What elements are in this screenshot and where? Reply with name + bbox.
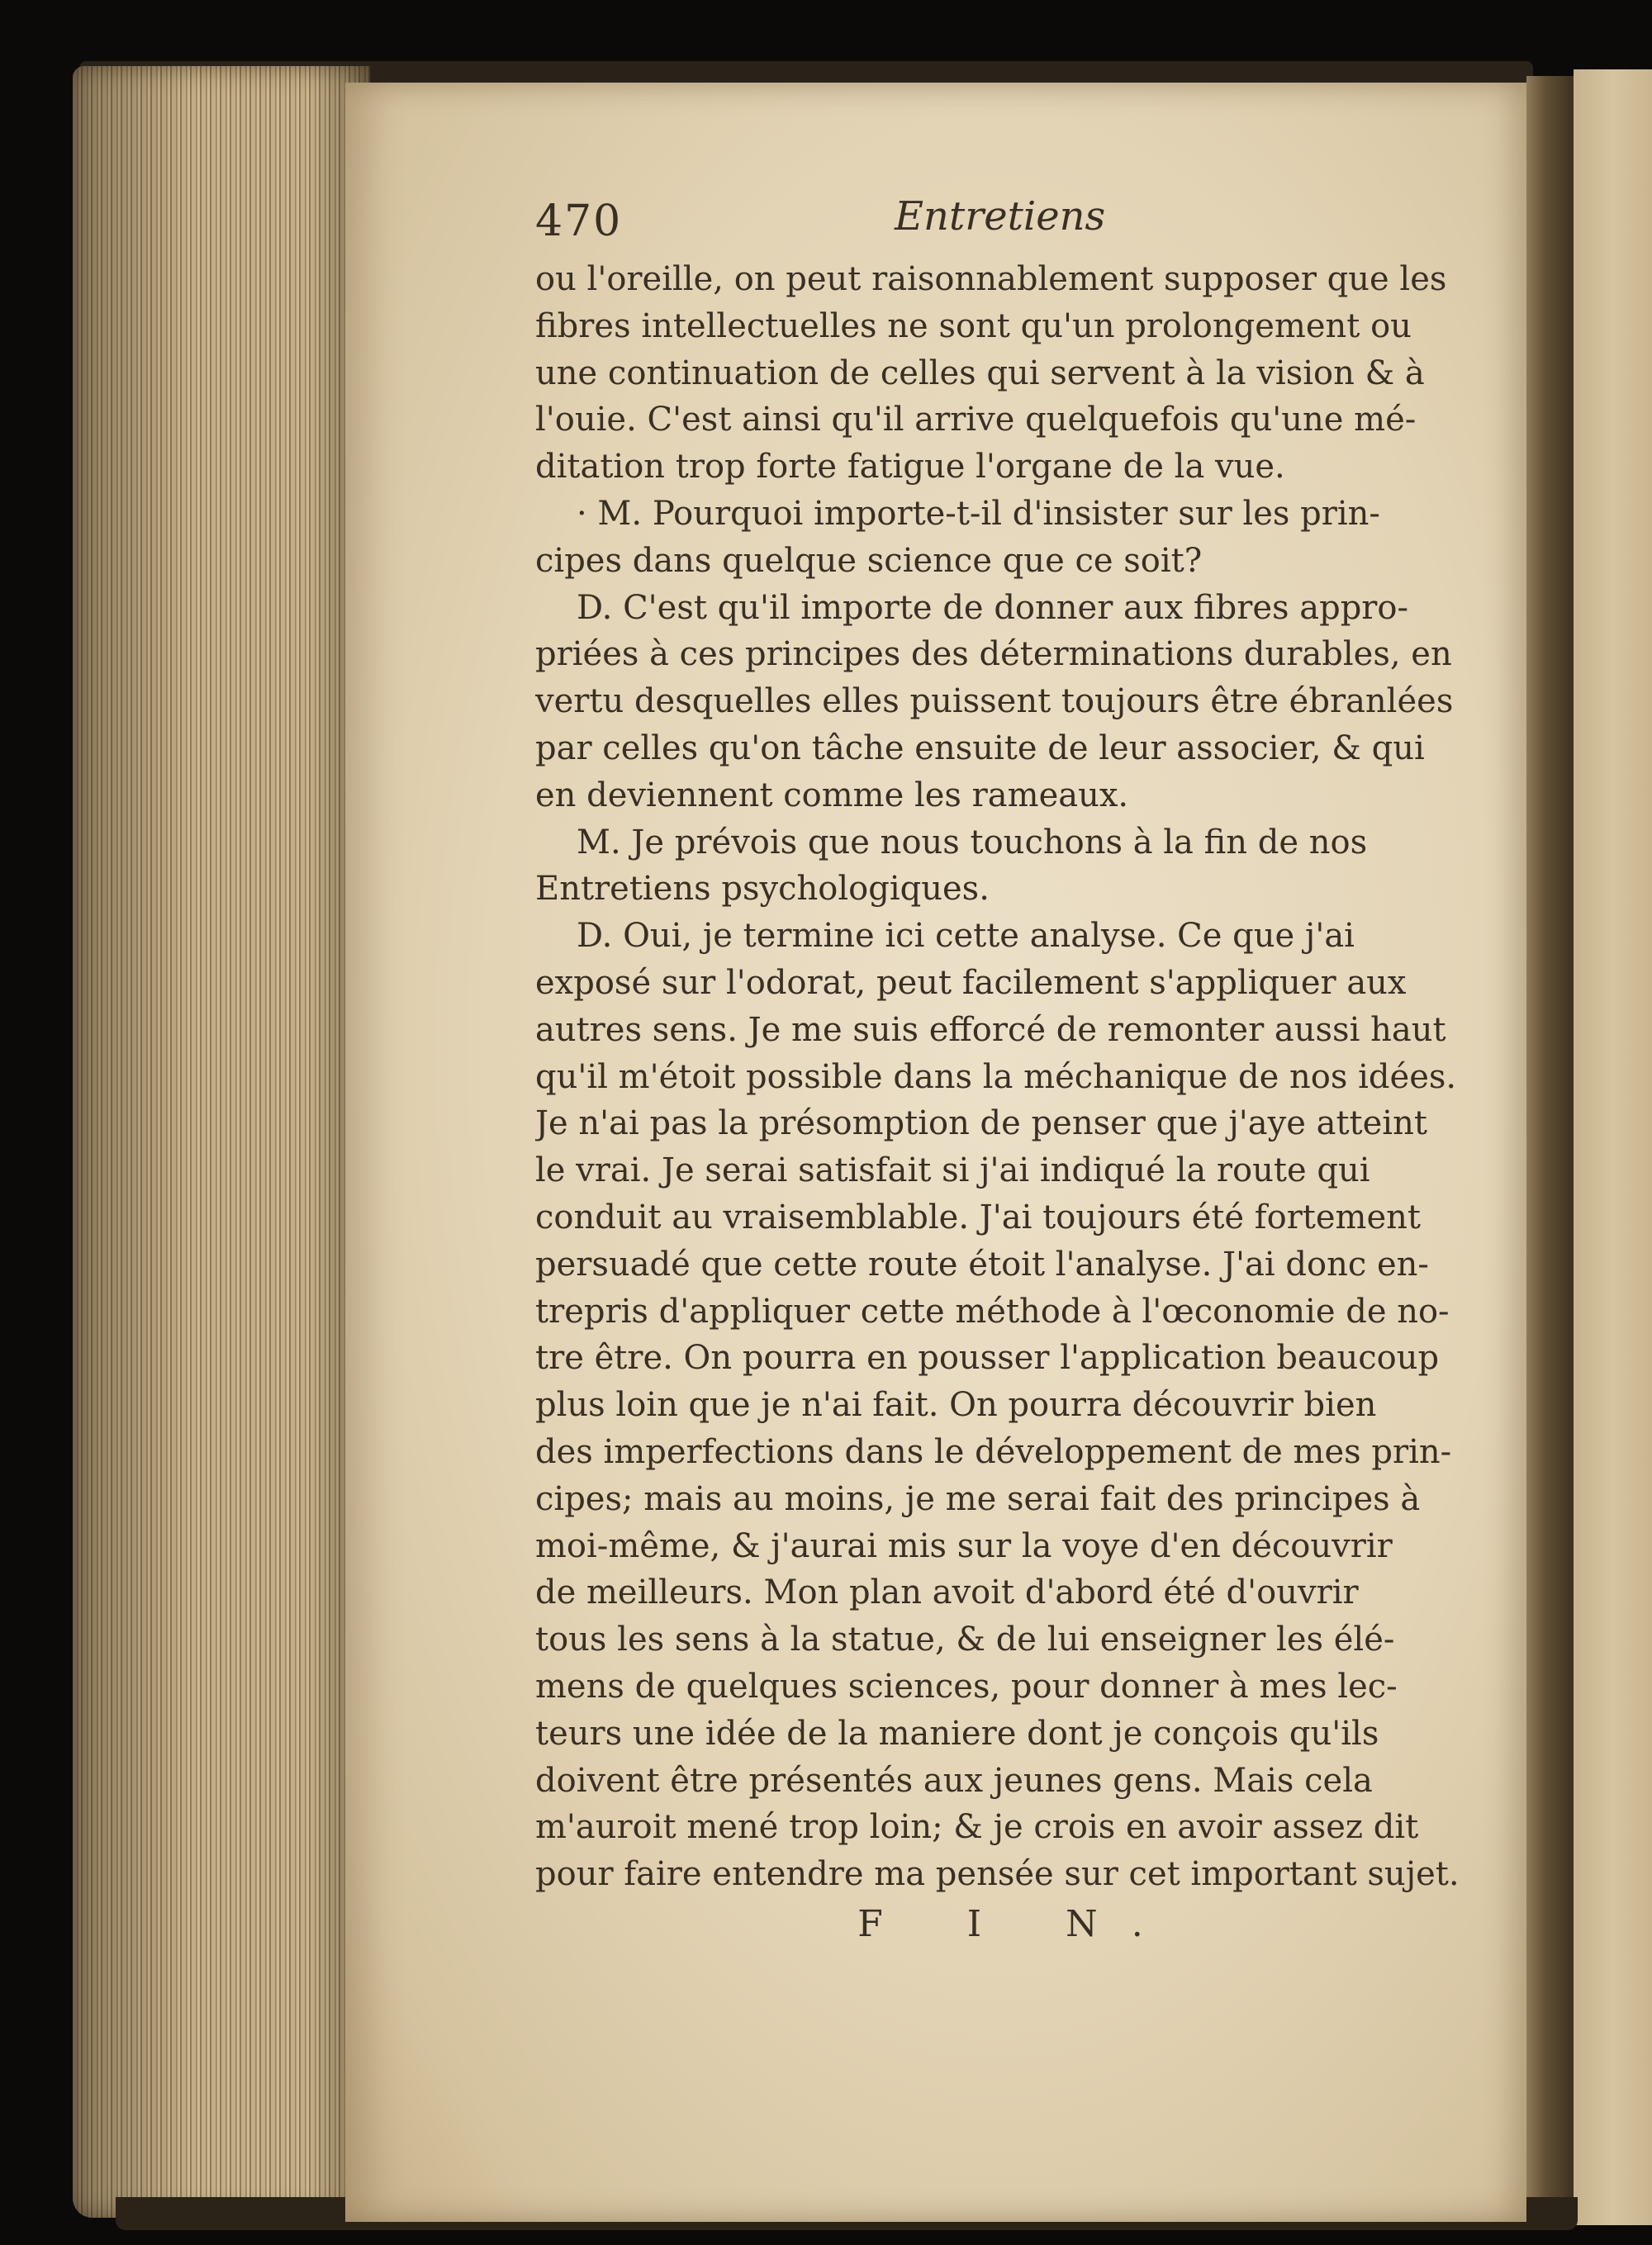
text-line: doivent être présentés aux jeunes gens. Mais cela	[535, 1761, 1373, 1800]
text-line: ou l'oreille, on peut raisonnablement supposer que les	[535, 260, 1447, 298]
text-line: une continuation de celles qui servent à la vision & à	[535, 354, 1425, 392]
text-line: M. Je prévois que nous touchons à la fin de nos	[577, 823, 1368, 861]
running-title: Entretiens	[895, 193, 1106, 240]
text-line: autres sens. Je me suis efforcé de remonter aussi haut	[535, 1010, 1446, 1049]
text-line: des imperfections dans le développement de mes prin-	[535, 1432, 1452, 1471]
text-line: ditation trop forte fatigue l'organe de la vue.	[535, 448, 1285, 486]
book-gutter	[1526, 76, 1576, 2224]
text-line: le vrai. Je serai satisfait si j'ai indiqué la route qui	[535, 1151, 1370, 1190]
text-line: conduit au vraisemblable. J'ai toujours été fortement	[535, 1198, 1421, 1236]
text-line: exposé sur l'odorat, peut facilement s'appliquer aux	[535, 963, 1407, 1002]
text-line: qu'il m'étoit possible dans la méchanique de nos idées.	[535, 1057, 1457, 1096]
text-line: plus loin que je n'ai fait. On pourra découvrir bien	[535, 1386, 1377, 1425]
text-line: tous les sens à la statue, & de lui enseigner les élé-	[535, 1621, 1395, 1659]
text-line: moi-même, & j'aurai mis sur la voye d'en découvrir	[535, 1526, 1393, 1565]
body-text	[535, 256, 1469, 1898]
text-line: D. C'est qu'il importe de donner aux fibres appro-	[577, 588, 1409, 627]
text-line: vertu desquelles elles puissent toujours être ébranlées	[535, 682, 1454, 721]
text-line: · M. Pourquoi importe-t-il d'insister sur les prin-	[577, 494, 1380, 533]
text-line: teurs une idée de la maniere dont je conçois qu'ils	[535, 1714, 1379, 1753]
text-line: trepris d'appliquer cette méthode à l'œconomie de no-	[535, 1292, 1450, 1331]
facing-page-sliver	[1574, 69, 1652, 2225]
text-line: D. Oui, je termine ici cette analyse. Ce que j'ai	[577, 917, 1355, 956]
text-line: cipes; mais au moins, je me serai fait des principes à	[535, 1479, 1421, 1518]
text-line: par celles qu'on tâche ensuite de leur associer, & qui	[535, 729, 1425, 767]
text-line: mens de quelques sciences, pour donner à mes lec-	[535, 1667, 1398, 1706]
page-edges-shading	[73, 66, 370, 2218]
text-line: fibres intellectuelles ne sont qu'un prolongement ou	[535, 306, 1412, 345]
page-number: 470	[535, 197, 623, 246]
text-line: Je n'ai pas la présomption de penser que j'aye atteint	[535, 1104, 1427, 1143]
running-head	[535, 182, 1469, 256]
text-line: de meilleurs. Mon plan avoit d'abord été d'ouvrir	[535, 1573, 1359, 1612]
page-text-block	[535, 182, 1469, 1945]
text-line: priées à ces principes des déterminations durables, en	[535, 635, 1452, 674]
text-line: pour faire entendre ma pensée sur cet important sujet.	[535, 1855, 1460, 1894]
text-line: m'auroit mené trop loin; & je crois en avoir assez dit	[535, 1808, 1419, 1847]
text-line: persuadé que cette route étoit l'analyse. J'ai donc en-	[535, 1245, 1429, 1284]
text-line: Entretiens psychologiques.	[535, 870, 990, 909]
text-line: l'ouie. C'est ainsi qu'il arrive quelquefois qu'une mé-	[535, 401, 1417, 439]
text-line: tre être. On pourra en pousser l'application beaucoup	[535, 1339, 1440, 1378]
text-line: en deviennent comme les rameaux.	[535, 776, 1129, 814]
finis-mark: F I N.	[857, 1902, 1180, 1945]
text-line: cipes dans quelque science que ce soit?	[535, 541, 1203, 580]
